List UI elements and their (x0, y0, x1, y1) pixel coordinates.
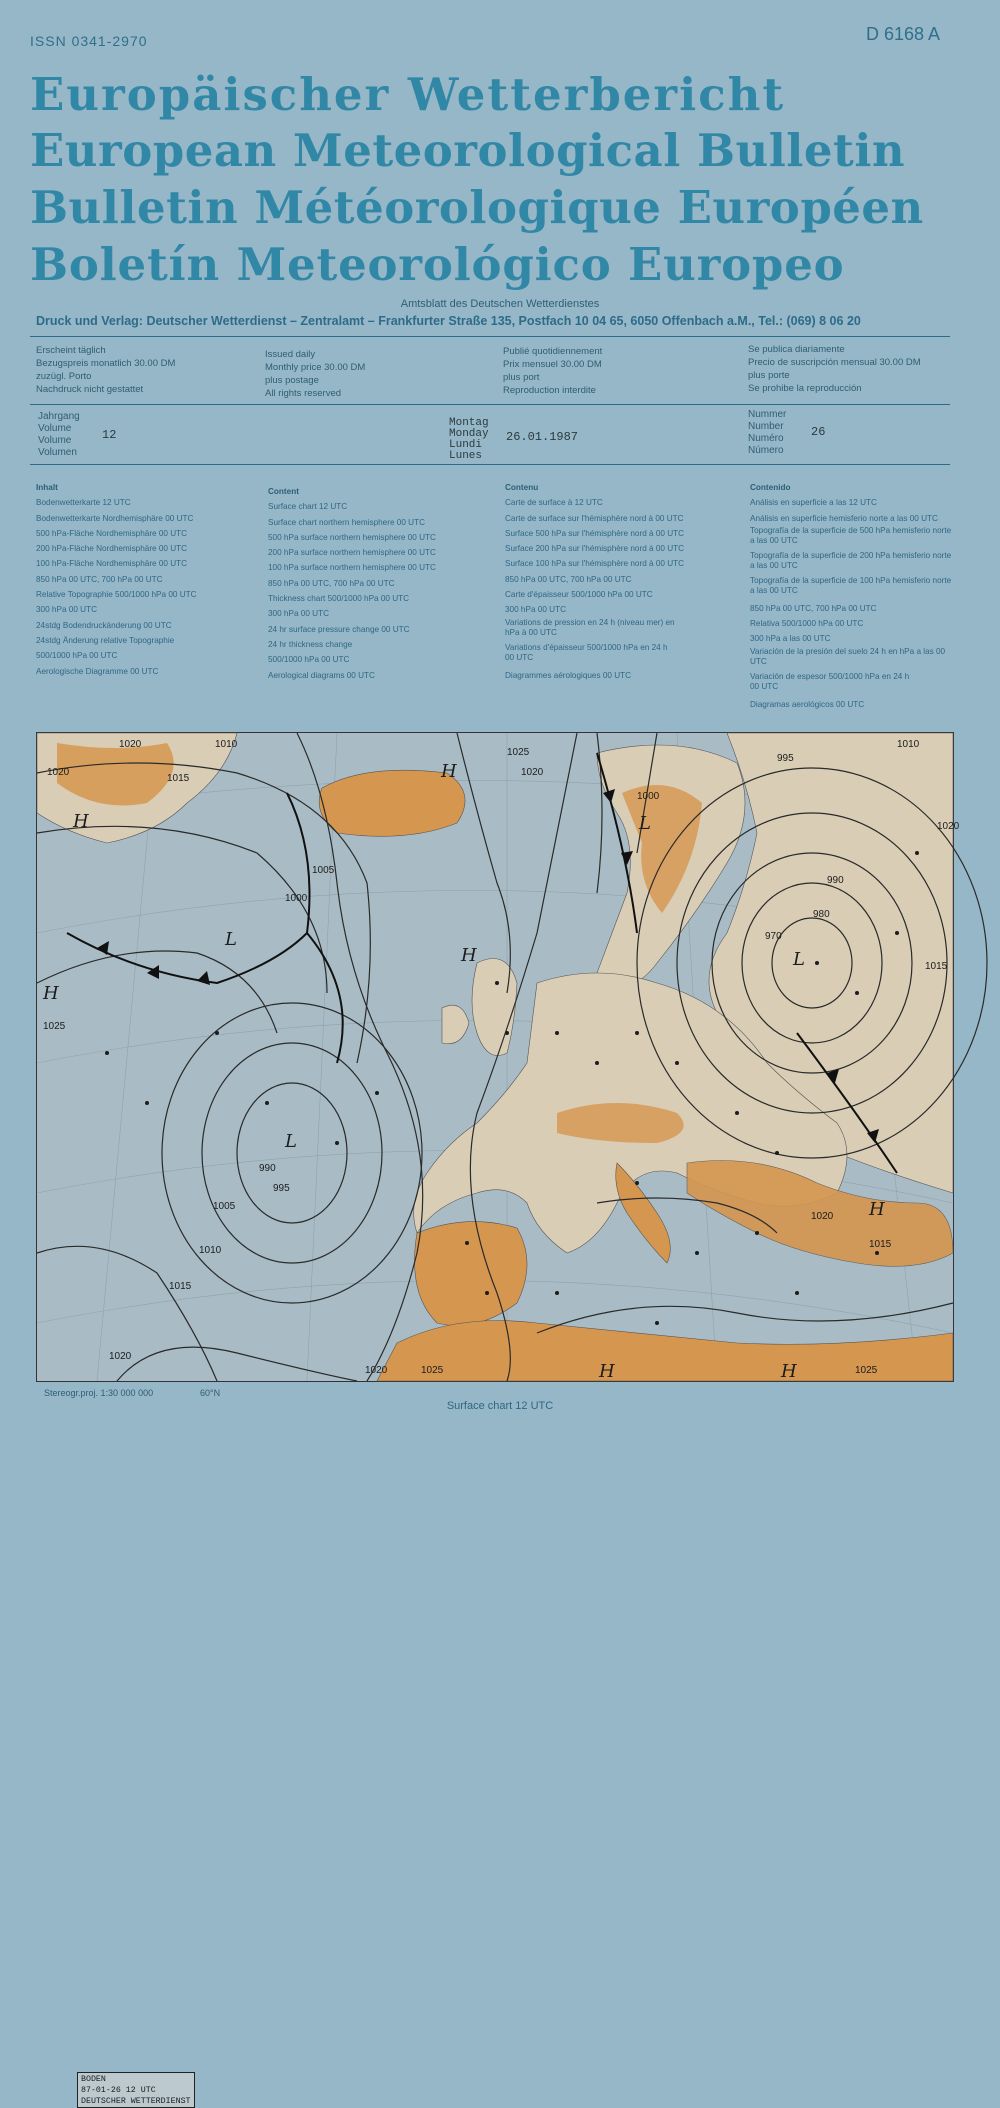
divider (30, 336, 950, 337)
issue-number: 26 (811, 425, 826, 439)
high-pressure-africa-east: H (781, 1361, 797, 1382)
title-spanish: Boletín Meteorológico Europeo (30, 238, 845, 291)
divider (30, 464, 950, 465)
isobar-label-1015-south: 1015 (169, 1281, 192, 1292)
title-german: Europäischer Wetterbericht (30, 68, 786, 121)
isobar-label-1025: 1025 (507, 747, 530, 758)
number-labels: Nummer Number Numéro Número (748, 409, 787, 456)
isobar-label-1000-north: 1000 (637, 791, 660, 802)
low-pressure-norway: L (639, 813, 651, 834)
map-caption: Surface chart 12 UTC (446, 1400, 554, 1412)
high-pressure-west: H (43, 983, 59, 1004)
divider (30, 404, 950, 405)
issue-date: 26.01.1987 (506, 430, 579, 444)
isobar-label-1025-west: 1025 (43, 1021, 66, 1032)
subscription-english: Issued daily Monthly price 30.00 DM plus postage All rights reserved (265, 349, 366, 399)
high-pressure-turkey: H (869, 1199, 885, 1220)
high-pressure-africa: H (599, 1361, 615, 1382)
high-pressure-greenland: H (73, 811, 89, 832)
contents-french: Contenu Carte de surface à 12 UTC Carte de surface sur l'hémisphère nord à 00 UTC Surface 500 hPa sur l'hémisphère nord à 00 UTC Surface 200 hPa sur l'hémisphère nord à 00 UTC Surface 100 hPa sur l'hémisphère nord à 00 UTC 850 hPa 00 UTC, 700 hPa 00 UTC Carte d'épaisseur 500/1000 hPa 00 UTC 300 hPa 00 UTC Variations de pression en 24 h (niveau mer) en hPa à 00 UTC Variations d'épaisseur 500/1000 hPa en 24 h 00 UTC Diagrammes aérologiques 00 UTC (505, 483, 685, 680)
isobar-label-995-east: 995 (777, 753, 794, 764)
title-english: European Meteorological Bulletin (30, 124, 906, 177)
low-pressure-atlantic: L (285, 1131, 297, 1152)
document-number: D 6168 A (866, 24, 941, 44)
contents-spanish: Contenido Análisis en superficie a las 12 UTC Análisis en superficie hemisferio norte a las 00 UTC Topografía de la superficie de 500 hPa hemisferio norte a las 00 UTC Topografía de la superficie de 200 hPa hemisferio norte a las 00 UTC Topografía de la superficie de 100 hPa hemisferio norte a las 00 UTC 850 hPa 00 UTC, 700 hPa 00 UTC Relativa 500/1000 hPa 00 UTC 300 hPa a las 00 UTC Variación de la presión del suelo 24 h en hPa a las 00 UTC Variación de espesor 500/1000 hPa en 24 h 00 UTC Diagramas aerológicos 00 UTC (750, 483, 952, 709)
issn-number: ISSN 0341-2970 (30, 33, 148, 49)
isobar-label-1020-east: 1020 (937, 821, 960, 832)
contents-german: Inhalt Bodenwetterkarte 12 UTC Bodenwetterkarte Nordhemisphäre 00 UTC 500 hPa-Fläche Nordhemisphäre 00 UTC 200 hPa-Fläche Nordhemisphäre 00 UTC 100 hPa-Fläche Nordhemisphäre 00 UTC 850 hPa 00 UTC, 700 hPa 00 UTC Relative Topographie 500/1000 hPa 00 UTC 300 hPa 00 UTC 24stdg Bodendruckänderung 00 UTC 24stdg Änderung relative Topographie 500/1000 hPa 00 UTC Aerologische Diagramme 00 UTC (36, 483, 197, 676)
day-labels: Montag Monday Lundi Lunes (449, 417, 489, 462)
chart-stamp: BODEN 87-01-26 12 UTC DEUTSCHER WETTERDIENST (77, 2072, 195, 2108)
isobar-label-1010-east: 1010 (897, 739, 920, 750)
isobar-label-1020-sw: 1020 (365, 1365, 388, 1376)
isobar-label-990-east: 990 (827, 875, 844, 886)
isobar-label-1015-se: 1015 (869, 1239, 892, 1250)
high-pressure-iceland: H (441, 761, 457, 782)
high-pressure-atlantic: H (461, 945, 477, 966)
low-pressure-russia: L (793, 949, 805, 970)
isobar-label-970: 970 (765, 931, 782, 942)
isobar-label-990: 990 (259, 1163, 276, 1174)
isobar-label-1015: 1015 (167, 773, 190, 784)
isobar-label-1025-se: 1025 (855, 1365, 878, 1376)
isobar-label-980: 980 (813, 909, 830, 920)
map-graphic (37, 733, 960, 1382)
isobar-label-1020-south: 1020 (109, 1351, 132, 1362)
subscription-french: Publié quotidiennement Prix mensuel 30.00 DM plus port Reproduction interdite (503, 346, 603, 396)
isobar-label-1025-sw: 1025 (421, 1365, 444, 1376)
projection-note: Stereogr.proj. 1:30 000 000 (44, 1388, 154, 1398)
isobar-label-1015-far-east: 1015 (925, 961, 948, 972)
contents-english: Content Surface chart 12 UTC Surface chart northern hemisphere 00 UTC 500 hPa surface northern hemisphere 00 UTC 200 hPa surface northern hemisphere 00 UTC 100 hPa surface northern hemisphere 00 UTC 850 hPa 00 UTC, 700 hPa 00 UTC Thickness chart 500/1000 hPa 00 UTC 300 hPa 00 UTC 24 hr surface pressure change 00 UTC 24 hr thickness change 500/1000 hPa 00 UTC Aerological diagrams 00 UTC (268, 487, 436, 680)
subscription-spanish: Se publica diariamente Precio de suscripción mensual 30.00 DM plus porte Se prohibe la reproducción (748, 344, 921, 394)
subscription-german: Erscheint täglich Bezugspreis monatlich 30.00 DM zuzügl. Porto Nachdruck nicht gestattet (36, 345, 176, 395)
isobar-label-1020-north: 1020 (521, 767, 544, 778)
low-pressure-west: L (225, 929, 237, 950)
latitude-note: 60°N (200, 1388, 221, 1398)
isobar-label-1020: 1020 (119, 739, 142, 750)
volume-value: 12 (102, 428, 117, 442)
publisher-line: Druck und Verlag: Deutscher Wetterdienst – Zentralamt – Frankfurter Straße 135, Postfach 10 04 65, 6050 Offenbach a.M., Tel.: (069) 8 06 20 (36, 314, 861, 328)
isobar-label-1000: 1000 (285, 893, 308, 904)
official-gazette-line: Amtsblatt des Deutschen Wetterdienstes (400, 298, 600, 310)
isobar-label-995: 995 (273, 1183, 290, 1194)
isobar-label-1005: 1005 (312, 865, 335, 876)
volume-labels: Jahrgang Volume Volume Volumen (38, 411, 80, 458)
isobar-label-1010: 1010 (215, 739, 238, 750)
isobar-label-1020-west: 1020 (47, 767, 70, 778)
title-french: Bulletin Météorologique Européen (30, 181, 924, 234)
isobar-label-1020-se: 1020 (811, 1211, 834, 1222)
isobar-label-1005-south: 1005 (213, 1201, 236, 1212)
isobar-label-1010-south: 1010 (199, 1245, 222, 1256)
